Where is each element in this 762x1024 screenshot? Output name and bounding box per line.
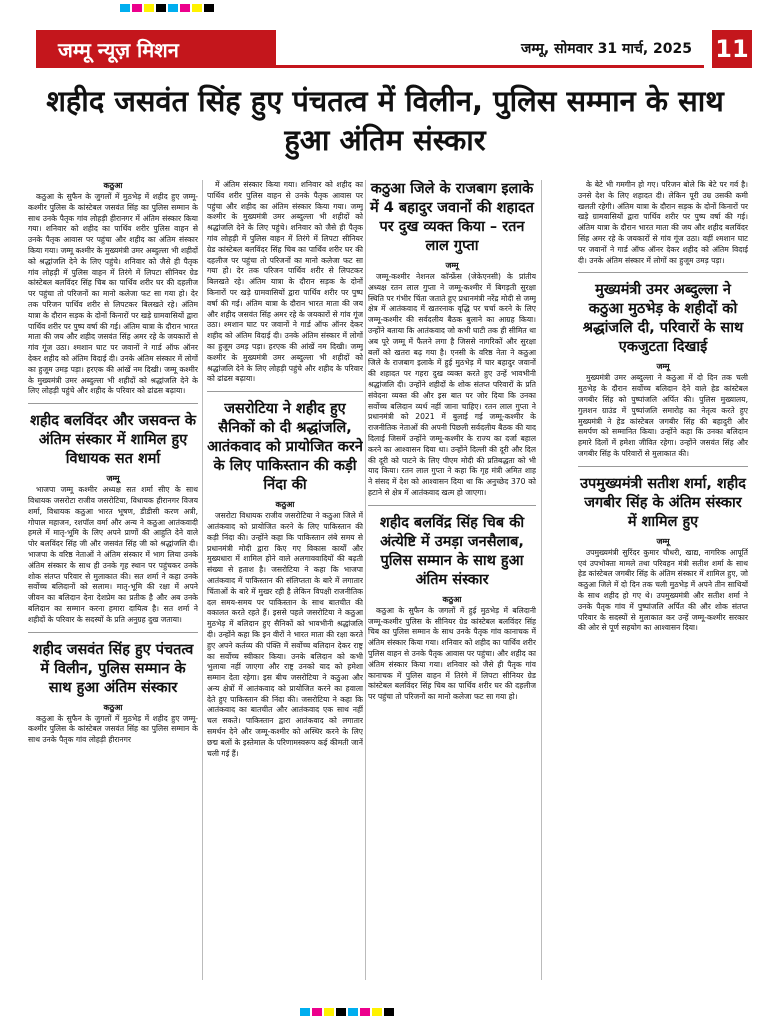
masthead [30,30,752,70]
masthead-dateline: जम्मू, सोमवार 31 मार्च, 2025 [520,41,692,57]
color-swatch [300,1008,310,1016]
story-headline: मुख्यमंत्री उमर अब्दुल्ला ने कठुआ मुठभेड़ के शहीदों को श्रद्धांजलि दी, परिवारों के साथ एकजुटता दिखाई [582,282,744,356]
column-separator [365,180,366,980]
color-swatch [144,4,154,12]
story-body: मुख्यमंत्री उमर अब्दुल्ला ने कठुआ में दो दिन तक चली मुठभेड़ के दौरान सर्वोच्च बलिदान देने वाले हेड कांस्टेबल जगबीर सिंह को पुष्पांजलि अर्पित की। पुलिस मुख्यालय, गुलशन ग्राउंड में पुष्पांजलि समारोह का नेतृत्व करते हुए मुख्यमंत्री ने हेड कांस्टेबल जगबीर सिंह की बहादुरी और समर्पण को सम्मानित किया। उन्होंने कहा कि उनका बलिदान हमारे दिलों में हमेशा जीवित रहेगा। उन्होंने जसवंत सिंह और जगबीर सिंह के परिवारों से मुलाकात की। [578,373,748,458]
color-swatch [156,4,166,12]
column-separator [202,180,203,980]
story-body: भाजपा जम्मू कश्मीर अध्यक्ष सत शर्मा सीए के साथ विधायक जसरोटा राजीव जसरोटिया, विधायक हीरानगर विजय शर्मा, विधायक कठुआ भारत भूषण, डीडीसी करण अत्री, गोपाल महाजन, रशपॉल वर्मा और अन्य ने कठुआ आतंकवादी हमले में मातृ-भूमि के लिए अपने प्राणों की आहुति देने वाले पोर बलविंदर सिंह जी और जसवंत सिंह जी को श्रद्धांजलि दी। भाजपा के वरिष्ठ नेताओं ने अंतिम संस्कार में भाग लिया उनके अंतिम संस्कार के साथ ही उनके गृह स्थान पर पहुंचकर उनके शोक संतप्त परिवार से मुलाकात की। सत शर्मा ने कहा उनके सर्वोच्च बलिदानों को सलाम। मातृ-भूमि की रक्षा में अपने जीवन का बलिदान देना देशप्रेम का प्रतीक है और अब उनके बलिदान का सम्मान करना हमारा दायित्व है। सत शर्मा ने शहीदों के परिवार के सदस्यों के प्रति अनुग्रह दुख जताया। [28,485,198,624]
masthead-rule [276,65,704,68]
story-body: कठुआ के सुफैन के जगलों में हुई मुठभेड़ में बलिदानी जम्मू-कश्मीर पुलिस के सीनियर ग्रेड कांस्टेबल बलविंदर सिंह चिब का पुलिस सम्मान के साथ उनके पैतृक गांव कानाचक में अंतिम संस्कार किया गया। शनिवार को शहीद का पार्थिव शरीर पुलिस वाहन से उनके पैतृक आवास पर पहुंचा। और शहीद का अंतिम संस्कार किया गया। शनिवार को जैसे ही पैतृक गांव कानाचक में पुलिस वाहन में तिरंगे में लिपटा सीनियर ग्रेड कांस्टेबल बलविंदर सिंह चिब का पार्थिव शरीर घर की दहलीज पर पहुंचा तो परिजनों का मानो कलेजा फट सा गया हो। [368,605,536,702]
story-body: कठुआ के सुफैन के जुगलों में मुठभेड़ में शहीद हुए जम्मू-कश्मीर पुलिस के कांस्टेबल जसवंत सिंह का पुलिस सम्मान के साथ उनके पैतृक गांव लोहड़ी हीरानगर में अंतिम संस्कार किया गया। शनिवार को शहीद का पार्थिव शरीर पुलिस वाहन से उनके पैतृक आवास पर पहुंचा और शहीद का अंतिम संस्कार किया गया। जम्मू कश्मीर के मुख्यमंत्री उमर अब्दुल्ला भी शहीदों को श्रद्धांजलि देने के लिए पहुंचे। शनिवार को जैसे ही पैतृक गांव लोहड़ी में पुलिस वाहन में तिरंगे में लिपटा सीनियर ग्रेड कांस्टेबल बलविंदर सिंह चिब का पार्थिव शरीर घर की दहलीज पर पहुंचा तो परिजनों का मानो कलेजा फट सा गया हो। देर तक परिजन पार्थिव शरीर से लिपटकर बिलखते रहे। अंतिम यात्रा के दौरान सड़क के दोनों किनारों पर खड़े ग्रामवासियों द्वारा पार्थिव शरीर पर पुष्प वर्षा की गई। अंतिम यात्रा के दौरान भारत माता की जय और शहीद जसवंत सिंह अमर रहे के जयकारों से गांव गूंज उठा। श्मशान घाट पर जवानों ने गार्ड ऑफ ऑनर देकर शहीद को अंतिम विदाई दी। उनके अंतिम संस्कार में लोगों का हुजूम उमड़ पड़ा। हरएक की आंखें नम दिखी। जम्मू कश्मीर के मुख्यमंत्री उमर अब्दुल्ला भी शहीदों को श्रद्धांजलि देने के लिए लोहड़ी पहुंचे और शहीद के परिवार को ढांढस बढ़ाया। [28,192,198,396]
color-swatch [372,1008,382,1016]
column-2 [207,180,363,990]
color-swatch [204,4,214,12]
main-headline: शहीद जसवंत सिंह हुए पंचतत्व में विलीन, पुलिस सम्मान के साथ हुआ अंतिम संस्कार [46,84,724,157]
story-dateline: कठुआ [275,500,295,510]
divider [368,505,536,506]
story-dateline: कठुआ [103,181,123,190]
story-body: जम्मू-कश्मीर नेशनल कॉन्फ्रेंस (जेकेएनसी) के प्रांतीय अध्यक्ष रतन लाल गुप्ता ने जम्मू-कश्मीर में बिगड़ती सुरक्षा स्थिति पर गंभीर चिंता जताते हुए प्रधानमंत्री नरेंद्र मोदी से जम्मू क्षेत्र में आतंकवाद में खतरनाक वृद्धि पर चर्चा करने के लिए जम्मू-कश्मीर की सर्वदलीय बैठक बुलाने का आग्रह किया। उन्होंने बताया कि आतंकवाद जो कभी घाटी तक ही सीमित था अब पूरे जम्मू में फैलने लगा है जिससे नागरिकों और सुरक्षा बलों को खतरा बढ़ गया है। एनसी के वरिष्ठ नेता ने कठुआ जिले के राजबाग इलाके में हुई मुठभेड़ में चार बहादुर जवानों की शहादत पर गहरा दुख व्यक्त करते हुए उन्हें भावभीनी श्रद्धांजलि दी। उन्होंने शहीदों के शोक संतप्त परिवारों के प्रति संवेदना व्यक्त की और इस बात पर जोर दिया कि उनका सर्वोच्च बलिदान व्यर्थ नहीं जाना चाहिए। रतन लाल गुप्ता ने प्रधानमंत्री को 2021 में बुलाई गई जम्मू-कश्मीर के राजनीतिक नेताओं की अपनी पिछली सर्वदलीय बैठक की याद दिलाई जिसमें उन्होंने जम्मू-कश्मीर के राज्य का दर्जा बहाल करने का आश्वासन दिया था। उन्होंने दिल्ली की दूरी और दिल की दूरी को पाटने के लिए पीएम मोदी की प्रतिबद्धता को भी याद किया। रतन लाल गुप्ता ने कहा कि गृह मंत्री अमित शाह ने संसद में देश को आश्वासन दिया था कि अनुच्छेद 370 को हटाने से क्षेत्र में आतंकवाद खत्म हो जाएगा। [368,272,536,497]
story-body: उपमुख्यमंत्री सुरिंदर कुमार चौधरी, खाद्य, नागरिक आपूर्ति एवं उपभोक्ता मामले तथा परिवहन मंत्री सतीश शर्मा के साथ हेड कांस्टेबल जगबीर सिंह के अंतिम संस्कार में शामिल हुए, जो कठुआ जिले में दो दिन तक चली मुठभेड़ में अपने तीन साथियों के साथ शहीद हो गए थे। उपमुख्यमंत्री और सतीश शर्मा ने उनके पैतृक गांव में पुष्पांजलि अर्पित की और शोक संतप्त परिवार के सदस्यों से मुलाकात कर उन्हें जम्मू-कश्मीर सरकार की ओर से पूर्ण सहयोग का आश्वासन दिया। [578,547,748,633]
column-3 [368,180,536,990]
color-swatch [384,1008,394,1016]
color-swatch [168,4,178,12]
color-swatch [336,1008,346,1016]
color-swatch [312,1008,322,1016]
page-number: 11 [712,30,752,68]
color-swatch [180,4,190,12]
column-4 [578,180,748,990]
color-swatch [120,4,130,12]
story-dateline: जम्मू [656,536,670,546]
divider [578,466,748,467]
divider [207,391,363,392]
column-1 [28,180,198,990]
story-headline: शहीद बलविंदर और जसवन्त के अंतिम संस्कार में शामिल हुए विधायक सत शर्मा [29,413,197,468]
registration-marks-top [120,4,214,14]
color-swatch [324,1008,334,1016]
color-swatch [360,1008,370,1016]
color-swatch [192,4,202,12]
story-dateline: जम्मू [656,362,670,372]
masthead-brand: जम्मू न्यूज़ मिशन [36,30,276,68]
story-body: जसरोटा विधायक राजीव जसरोटिया ने कठुआ जिले में आतंकवाद को प्रायोजित करने के लिए पाकिस्तान की कड़ी निंदा की। उन्होंने कहा कि पाकिस्तान लंबे समय से प्रधानमंत्री मोदी द्वारा किए गए विकास कार्यों और मुख्यधारा में शामिल होने वाले अलगाववादियों की बढ़ती संख्या से हताश है। जसरोटिया ने कहा कि भाजपा आतंकवाद में पाकिस्तान की संलिप्तता के बारे में लगातार चिंताओं के बारे में मुखर रही है लेकिन विपक्षी राजनीतिक दल समय-समय पर पाकिस्तान के साथ बातचीत की वकालत करते रहते हैं। इससे पहले जसरोटिया ने कठुआ मुठभेड़ में बलिदान हुए सैनिकों को भावभीनी श्रद्धांजलि दी। उन्होंने कहा कि इन वीरों ने भारत माता की रक्षा करते हुए अपने कर्तव्य की पंक्ति में सर्वोच्च बलिदान देकर राष्ट्र का सर्वोच्च स्वीकार किया। उनके बलिदान को कभी भुलाया नहीं जाएगा और राष्ट्र उनको याद को हमेशा सम्मान देता रहेगा। इस बीच जसरोटिया ने कठुआ और अन्य क्षेत्रों में आतंकवाद को प्रायोजित करने का हवाला देते हुए पाकिस्तान की निंदा की। जसरोटिया ने कहा कि आतंकवाद का बातचीत और आतंकवाद एक साथ नहीं चल सकते। पाकिस्तान द्वारा आतंकवाद को लगातार समर्थन देने और जम्मू-कश्मीर को अस्थिर करने के लिए छद्म बलों के इस्तेमाल के परिणामस्वरूप कई कीमती जानें चली गई हैं। [207,511,363,758]
divider [578,272,748,273]
story-body: कठुआ के सुफैन के जुगलों में मुठभेड़ में शहीद हुए जम्मू-कश्मीर पुलिस के कांस्टेबल जसवंत सिंह का पुलिस सम्मान के साथ उनके पैतृक गांव लोहड़ी हीरानगर [28,713,198,745]
story-body: में अंतिम संस्कार किया गया। शनिवार को शहीद का पार्थिव शरीर पुलिस वाहन से उनके पैतृक आवास पर पहुंचा और शहीद का अंतिम संस्कार किया गया। जम्मू कश्मीर के मुख्यमंत्री उमर अब्दुल्ला भी शहीदों को श्रद्धांजलि देने के लिए पहुंचे। शनिवार को जैसे ही पैतृक गांव लोहड़ी में पुलिस वाहन में तिरंगे में लिपटा सीनियर ग्रेड कांस्टेबल बलविंदर सिंह चिब का पार्थिव शरीर घर की दहलीज पर पहुंचा तो परिजनों का मानो कलेजा फट सा गया हो। देर तक परिजन पार्थिव शरीर से लिपटकर बिलखते रहे। अंतिम यात्रा के दौरान सड़क के दोनों किनारों पर खड़े ग्रामवासियों द्वारा पार्थिव शरीर पर पुष्प वर्षा की गई। अंतिम यात्रा के दौरान भारत माता की जय और शहीद जसवंत सिंह अमर रहे के जयकारों से गांव गूंज उठा। श्मशान घाट पर जवानों ने गार्ड ऑफ ऑनर देकर शहीद को अंतिम विदाई दी। उनके अंतिम संस्कार में लोगों का हुजूम उमड़ पड़ा। हरएक की आंखें नम दिखी। जम्मू कश्मीर के मुख्यमंत्री उमर अब्दुल्ला भी शहीदों को श्रद्धांजलि देने के लिए लोहड़ी पहुंचे और शहीद के परिवार को ढांढस बढ़ाया। [207,180,363,384]
story-dateline: कठुआ [103,702,123,712]
divider [28,403,198,404]
story-headline: शहीद बलविंद्र सिंह चिब की अंत्येष्टि में उमड़ा जनसैलाब, पुलिस सम्मान के साथ हुआ अंतिम संस्कार [379,514,525,588]
story-headline: कठुआ जिले के राजबाग इलाके में 4 बहादुर जवानों की शहादत पर दुख व्यक्त किया – रतन लाल गुप्ता [370,181,534,254]
story-headline: शहीद जसवंत सिंह हुए पंचतत्व में विलीन, पुलिस सम्मान के साथ हुआ अंतिम संस्कार [32,641,194,696]
column-separator [541,180,542,980]
story-body: के बेटे भी गमगीन हो गए। परिजन बोले कि बेटे पर गर्व है। उनसे देश के लिए शहादत दी। लेकिन पूरी उम्र उसकी कमी खलती रहेगी। अंतिम यात्रा के दौरान सड़क के दोनों किनारों पर खड़े ग्रामवासियों द्वारा पार्थिव शरीर पर पुष्प वर्षा की गई। अंतिम यात्रा के दौरान भारत माता की जय और शहीद बलविंदर सिंह अमर रहे के जयकारों से गांव गूंज उठा। वहीं श्मशान घाट पर जवानों ने गार्ड ऑफ ऑनर देकर शहीद को अंतिम विदाई दी। उनके अंतिम संस्कार में लोगों का हुजूम उमड़ पड़ा। [578,180,748,265]
story-dateline: जम्मू [106,474,120,484]
story-headline: उपमुख्यमंत्री सतीश शर्मा, शहीद जगबीर सिंह के अंतिम संस्कार में शामिल हुए [580,475,746,530]
color-swatch [132,4,142,12]
color-swatch [348,1008,358,1016]
story-dateline: कठुआ [442,594,462,604]
divider [28,632,198,633]
registration-marks-bottom [300,1008,394,1018]
story-dateline: जम्मू [445,261,459,270]
story-headline: जसरोटिया ने शहीद हुए सैनिकों को दी श्रद्धांजलि, आतंकवाद को प्रायोजित करने के लिए पाकिस्तान की कड़ी निंदा की [207,401,363,494]
